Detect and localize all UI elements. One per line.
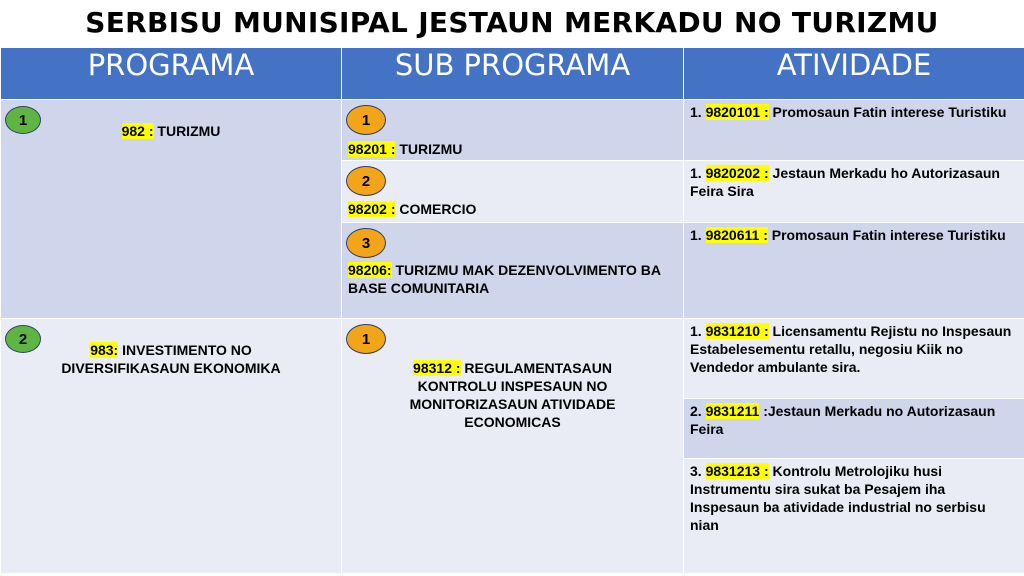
program-number-badge: 1 xyxy=(5,106,41,134)
subprogram-code: 98202 : xyxy=(348,201,396,217)
activity-code: 9820101 : xyxy=(705,104,769,120)
subprogram-name: TURIZMU MAK DEZENVOLVIMENTO BA BASE COMUNITARIA xyxy=(348,262,661,296)
subprogram-code: 98312 : xyxy=(413,360,461,376)
header-row xyxy=(1,48,1024,100)
activity-code: 9820611 : xyxy=(705,227,768,243)
subprogram-name: REGULAMENTASAUN KONTROLU INSPESAUN NO MONITORIZASAUN ATIVIDADE ECONOMICAS xyxy=(409,360,616,430)
table-row xyxy=(1,319,1024,399)
subprogram-code: 98201 : xyxy=(348,141,396,157)
program-number-badge: 2 xyxy=(5,325,41,353)
program-code: 982 : xyxy=(121,123,154,139)
subprogram-label xyxy=(348,261,677,297)
subprogram-label xyxy=(348,359,677,431)
subprogram-label xyxy=(348,200,677,218)
activity-cell xyxy=(684,223,1024,319)
activity-code: 9831210 : xyxy=(705,323,769,339)
subprogram-cell xyxy=(342,161,684,223)
activity-code: 9820202 : xyxy=(705,165,769,181)
program-cell-1 xyxy=(1,100,342,319)
program-table xyxy=(0,47,1024,574)
subprogram-number-badge: 1 xyxy=(346,324,386,354)
subprogram-cell xyxy=(342,223,684,319)
subprogram-number-badge: 3 xyxy=(346,228,386,258)
program-label xyxy=(1,122,341,140)
program-name: TURIZMU xyxy=(153,123,221,139)
activity-cell xyxy=(684,399,1024,459)
program-cell-2 xyxy=(1,319,342,574)
activity-label: 1. 9820101 : Promosaun Fatin interese Turistiku xyxy=(690,104,1007,120)
subprogram-label xyxy=(348,140,677,158)
activity-label: 3. 9831213 : Kontrolu Metrolojiku husi Instrumentu sira sukat ba Pesajem iha Inspesaun ba atividade industrial no serbisu nian xyxy=(690,463,986,533)
activity-cell xyxy=(684,100,1024,161)
subprogram-number-badge: 1 xyxy=(346,105,386,135)
subprogram-name: COMERCIO xyxy=(395,201,477,217)
page-title: SERBISU MUNISIPAL JESTAUN MERKADU NO TURIZMU xyxy=(85,6,939,39)
header-atividade: ATIVIDADE xyxy=(684,48,1024,100)
program-name: INVESTIMENTO NO DIVERSIFIKASAUN EKONOMIKA xyxy=(61,342,281,376)
activity-cell xyxy=(684,459,1024,574)
program-code: 983: xyxy=(90,342,119,358)
header-sub-programa: SUB PROGRAMA xyxy=(342,48,684,100)
subprogram-number-badge: 2 xyxy=(346,166,386,196)
program-label xyxy=(1,341,341,377)
header-programa: PROGRAMA xyxy=(1,48,342,100)
activity-label: 1. 9820202 : Jestaun Merkadu ho Autorizasaun Feira Sira xyxy=(690,165,1000,199)
activity-cell xyxy=(684,161,1024,223)
activity-label: 2. 9831211 :Jestaun Merkadu no Autorizasaun Feira xyxy=(690,403,996,437)
activity-cell xyxy=(684,319,1024,399)
subprogram-cell xyxy=(342,100,684,161)
activity-code: 9831213 : xyxy=(705,463,769,479)
subprogram-code: 98206: xyxy=(348,262,392,278)
activity-label: 1. 9820611 : Promosaun Fatin interese Turistiku xyxy=(690,227,1006,243)
subprogram-cell xyxy=(342,319,684,574)
activity-code: 9831211 xyxy=(705,403,760,419)
activity-label: 1. 9831210 : Licensamentu Rejistu no Inspesaun Estabelesementu retallu, negosiu Kiik no Vendedor ambulante sira. xyxy=(690,323,1012,375)
table-row xyxy=(1,100,1024,161)
subprogram-name: TURIZMU xyxy=(395,141,463,157)
